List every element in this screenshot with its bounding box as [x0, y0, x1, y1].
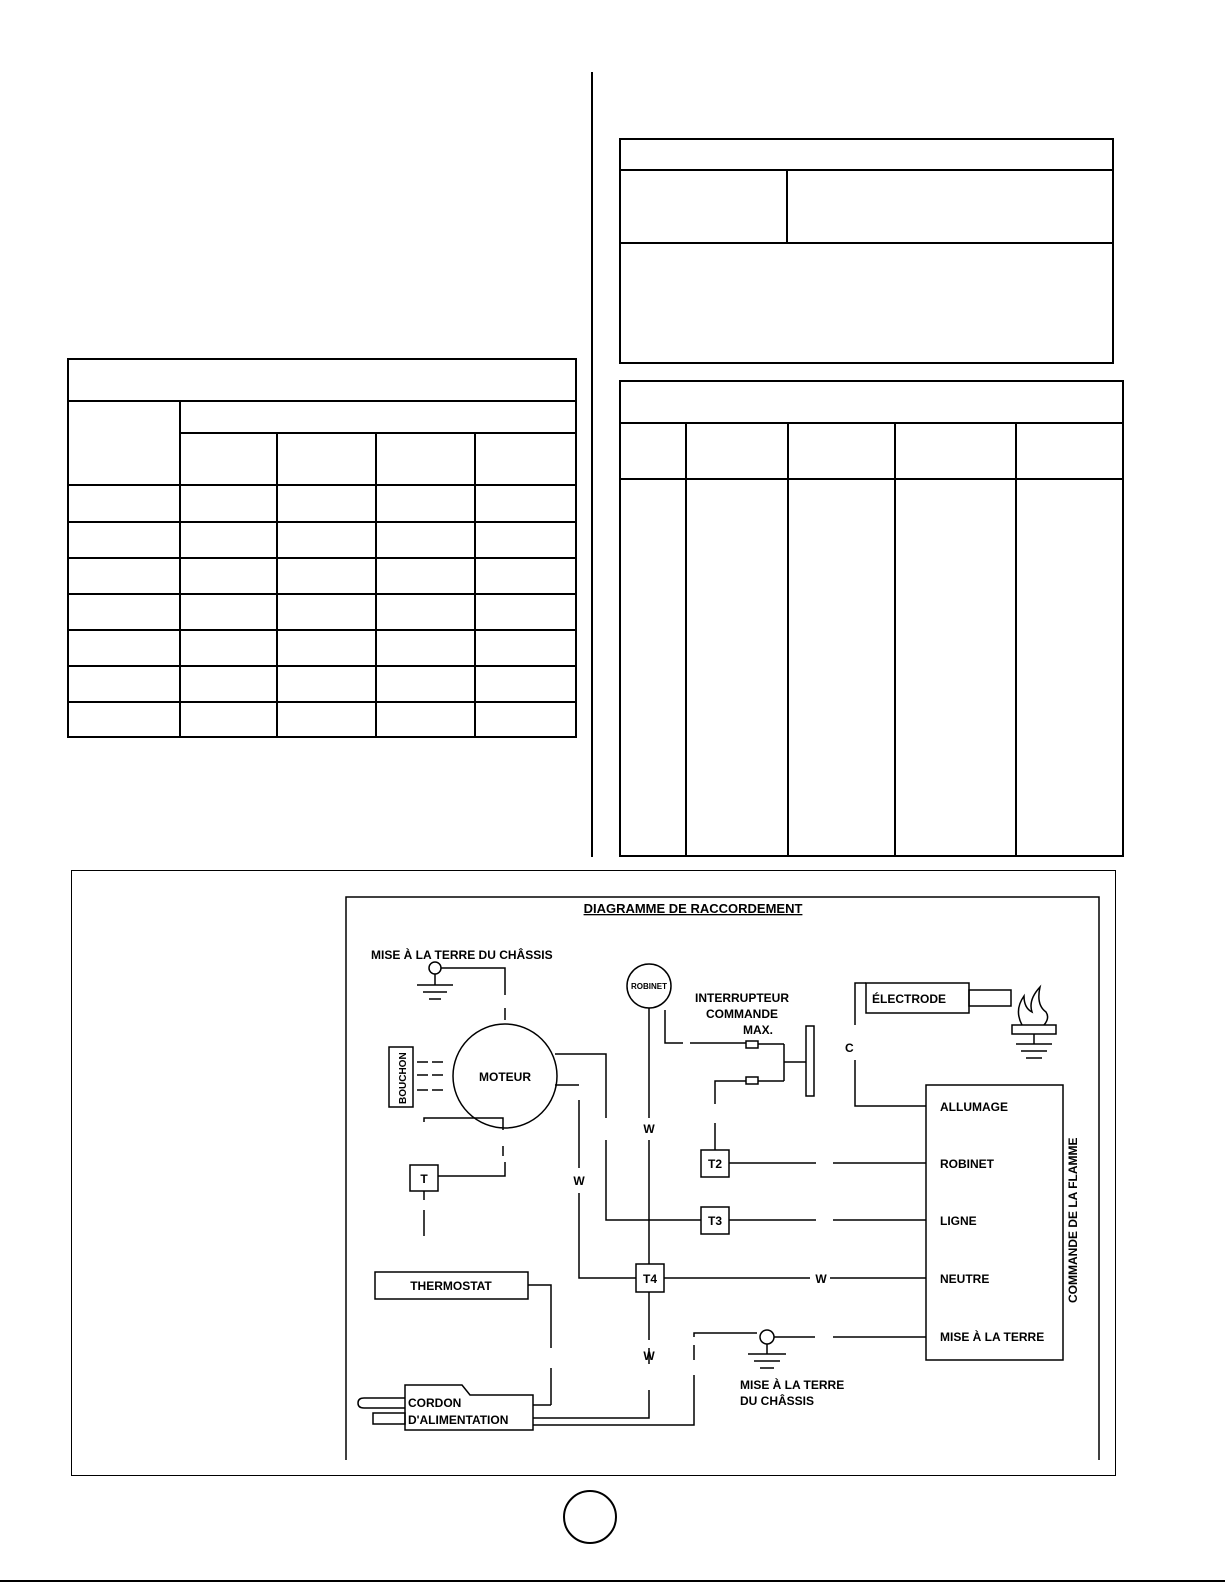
chassis-ground-bottom-label-2: DU CHÂSSIS: [740, 1394, 815, 1408]
wire-w-label: W: [573, 1174, 585, 1188]
interrupteur-label-3: MAX.: [743, 1023, 773, 1037]
wire-w-label: W: [815, 1272, 827, 1286]
electrode-label: ÉLECTRODE: [872, 992, 947, 1006]
cordon-label-1: CORDON: [408, 1396, 462, 1410]
allumage-label: ALLUMAGE: [940, 1100, 1008, 1114]
bottom-rule: [0, 1580, 1225, 1582]
bouchon-label: BOUCHON: [398, 1052, 409, 1104]
wire-w-label: W: [643, 1122, 655, 1136]
commande-flamme-label: COMMANDE DE LA FLAMME: [1066, 1137, 1080, 1303]
c-label: C: [845, 1041, 854, 1055]
interrupteur-label-2: COMMANDE: [706, 1007, 778, 1021]
terminal-t-label: T: [420, 1172, 428, 1186]
wire-w-label: W: [643, 1349, 655, 1363]
cordon-label-2: D'ALIMENTATION: [408, 1413, 509, 1427]
chassis-ground-top-label: MISE À LA TERRE DU CHÂSSIS: [371, 948, 553, 962]
terminal-t3-label: T3: [707, 1214, 723, 1228]
robinet-label: ROBINET: [940, 1157, 994, 1171]
mise-terre-label: MISE À LA TERRE: [940, 1330, 1045, 1344]
interrupteur-label-1: INTERRUPTEUR: [694, 991, 790, 1005]
chassis-ground-bottom-label-1: MISE À LA TERRE: [740, 1378, 845, 1392]
diagram-title: DIAGRAMME DE RACCORDEMENT: [583, 901, 803, 916]
page-number-circle: [563, 1490, 617, 1544]
thermostat-label: THERMOSTAT: [410, 1279, 492, 1293]
moteur-label: MOTEUR: [479, 1070, 531, 1084]
ligne-label: LIGNE: [940, 1214, 977, 1228]
terminal-t4-label: T4: [642, 1272, 658, 1286]
robinet-circle-label: ROBINET: [631, 982, 667, 991]
terminal-t2-label: T2: [707, 1157, 723, 1171]
neutre-label: NEUTRE: [940, 1272, 990, 1286]
